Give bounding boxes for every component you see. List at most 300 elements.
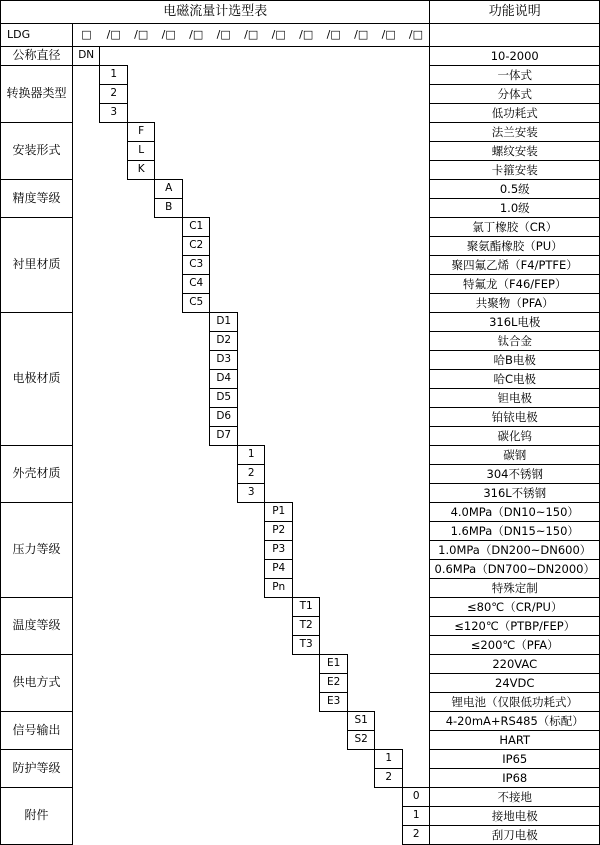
grid-cell — [210, 237, 238, 256]
grid-cell — [100, 522, 128, 541]
grid-cell — [72, 522, 100, 541]
grid-cell — [210, 218, 238, 237]
option-code[interactable]: S2 — [347, 731, 375, 750]
grid-cell — [347, 427, 375, 446]
grid-cell — [402, 389, 430, 408]
grid-cell — [347, 199, 375, 218]
grid-cell — [182, 446, 210, 465]
grid-cell — [347, 788, 375, 807]
grid-cell — [292, 408, 320, 427]
category-label: 转换器类型 — [1, 66, 73, 123]
grid-cell — [265, 294, 293, 313]
grid-cell — [237, 731, 265, 750]
grid-cell — [375, 199, 403, 218]
grid-cell — [182, 351, 210, 370]
grid-cell — [182, 617, 210, 636]
grid-cell — [210, 693, 238, 712]
option-code[interactable]: C5 — [182, 294, 210, 313]
table-row — [1, 180, 600, 199]
grid-cell — [320, 332, 348, 351]
option-code[interactable]: T1 — [292, 598, 320, 617]
grid-cell — [237, 826, 265, 845]
grid-cell — [375, 47, 403, 66]
grid-cell — [210, 161, 238, 180]
option-description: 共聚物（PFA） — [430, 294, 600, 313]
grid-cell — [127, 218, 155, 237]
option-description: ≤120℃（PTBP/FEP） — [430, 617, 600, 636]
model-code-cell: /□ — [375, 24, 403, 47]
option-description: 铂铱电极 — [430, 408, 600, 427]
grid-cell — [292, 218, 320, 237]
grid-cell — [237, 598, 265, 617]
grid-cell — [210, 180, 238, 199]
grid-cell — [182, 826, 210, 845]
grid-cell — [210, 522, 238, 541]
grid-cell — [265, 636, 293, 655]
grid-cell — [100, 180, 128, 199]
grid-cell — [265, 788, 293, 807]
option-code[interactable]: D6 — [210, 408, 238, 427]
grid-cell — [375, 693, 403, 712]
grid-cell — [72, 617, 100, 636]
grid-cell — [127, 351, 155, 370]
grid-cell — [265, 123, 293, 142]
option-code[interactable]: C4 — [182, 275, 210, 294]
grid-cell — [237, 370, 265, 389]
grid-cell — [402, 750, 430, 769]
option-code[interactable]: D1 — [210, 313, 238, 332]
grid-cell — [292, 503, 320, 522]
option-code[interactable]: C1 — [182, 218, 210, 237]
grid-cell — [375, 598, 403, 617]
option-description: 24VDC — [430, 674, 600, 693]
grid-cell — [402, 693, 430, 712]
grid-cell — [72, 218, 100, 237]
option-code[interactable]: 3 — [100, 104, 128, 123]
table-row — [1, 712, 600, 731]
grid-cell — [265, 769, 293, 788]
option-code[interactable]: 0 — [402, 788, 430, 807]
grid-cell — [320, 180, 348, 199]
option-code[interactable]: P1 — [265, 503, 293, 522]
option-code[interactable]: 1 — [402, 807, 430, 826]
grid-cell — [100, 427, 128, 446]
option-code[interactable]: 2 — [375, 769, 403, 788]
table-row — [1, 218, 600, 237]
grid-cell — [127, 750, 155, 769]
grid-cell — [320, 275, 348, 294]
grid-cell — [375, 484, 403, 503]
grid-cell — [72, 769, 100, 788]
option-description: HART — [430, 731, 600, 750]
grid-cell — [210, 560, 238, 579]
category-label: 外壳材质 — [1, 446, 73, 503]
grid-cell — [292, 275, 320, 294]
grid-cell — [72, 750, 100, 769]
grid-cell — [237, 503, 265, 522]
grid-cell — [155, 161, 183, 180]
grid-cell — [402, 484, 430, 503]
option-description: 碳钢 — [430, 446, 600, 465]
grid-cell — [320, 199, 348, 218]
option-code[interactable]: 2 — [402, 826, 430, 845]
grid-cell — [292, 484, 320, 503]
grid-cell — [100, 598, 128, 617]
grid-cell — [237, 636, 265, 655]
grid-cell — [127, 579, 155, 598]
grid-cell — [237, 351, 265, 370]
grid-cell — [347, 351, 375, 370]
option-description: 316L电极 — [430, 313, 600, 332]
grid-cell — [237, 332, 265, 351]
grid-cell — [155, 85, 183, 104]
grid-cell — [182, 712, 210, 731]
option-description: 0.6MPa（DN700~DN2000） — [430, 560, 600, 579]
option-description: 4-20mA+RS485（标配） — [430, 712, 600, 731]
grid-cell — [347, 446, 375, 465]
grid-cell — [127, 313, 155, 332]
grid-cell — [402, 313, 430, 332]
grid-cell — [320, 446, 348, 465]
grid-cell — [182, 85, 210, 104]
grid-cell — [182, 636, 210, 655]
grid-cell — [155, 712, 183, 731]
grid-cell — [72, 674, 100, 693]
grid-cell — [237, 769, 265, 788]
grid-cell — [265, 427, 293, 446]
option-description: 刮刀电极 — [430, 826, 600, 845]
option-code[interactable]: P4 — [265, 560, 293, 579]
grid-cell — [320, 826, 348, 845]
grid-cell — [155, 427, 183, 446]
grid-cell — [155, 351, 183, 370]
category-label: 精度等级 — [1, 180, 73, 218]
grid-cell — [265, 47, 293, 66]
grid-cell — [402, 237, 430, 256]
option-code[interactable]: K — [127, 161, 155, 180]
grid-cell — [182, 769, 210, 788]
option-code[interactable]: P3 — [265, 541, 293, 560]
option-code[interactable]: D4 — [210, 370, 238, 389]
grid-cell — [347, 484, 375, 503]
grid-cell — [292, 655, 320, 674]
grid-cell — [210, 503, 238, 522]
category-label: 压力等级 — [1, 503, 73, 598]
model-code-cell: /□ — [100, 24, 128, 47]
grid-cell — [237, 180, 265, 199]
grid-cell — [210, 275, 238, 294]
grid-cell — [127, 769, 155, 788]
grid-cell — [100, 788, 128, 807]
grid-cell — [375, 541, 403, 560]
grid-cell — [155, 218, 183, 237]
table-row — [1, 427, 600, 446]
grid-cell — [347, 123, 375, 142]
grid-cell — [72, 503, 100, 522]
grid-cell — [155, 294, 183, 313]
grid-cell — [100, 826, 128, 845]
grid-cell — [292, 370, 320, 389]
table-title: 电磁流量计选型表 — [1, 1, 430, 24]
grid-cell — [347, 47, 375, 66]
option-code[interactable]: 2 — [237, 465, 265, 484]
table-row — [1, 598, 600, 617]
grid-cell — [127, 560, 155, 579]
grid-cell — [210, 142, 238, 161]
grid-cell — [100, 199, 128, 218]
grid-cell — [265, 237, 293, 256]
grid-cell — [375, 522, 403, 541]
grid-cell — [127, 598, 155, 617]
grid-cell — [320, 256, 348, 275]
grid-cell — [72, 237, 100, 256]
grid-cell — [375, 389, 403, 408]
grid-cell — [155, 237, 183, 256]
option-code[interactable]: E2 — [320, 674, 348, 693]
option-code[interactable]: T2 — [292, 617, 320, 636]
grid-cell — [402, 218, 430, 237]
table-row — [1, 161, 600, 180]
grid-cell — [347, 693, 375, 712]
grid-cell — [72, 199, 100, 218]
grid-cell — [320, 465, 348, 484]
grid-cell — [127, 826, 155, 845]
grid-cell — [237, 66, 265, 85]
grid-cell — [320, 731, 348, 750]
option-code[interactable]: C2 — [182, 237, 210, 256]
grid-cell — [210, 636, 238, 655]
grid-cell — [347, 769, 375, 788]
table-row — [1, 142, 600, 161]
grid-cell — [375, 85, 403, 104]
grid-cell — [182, 123, 210, 142]
grid-cell — [292, 85, 320, 104]
grid-cell — [182, 465, 210, 484]
grid-cell — [155, 750, 183, 769]
grid-cell — [292, 674, 320, 693]
grid-cell — [292, 161, 320, 180]
grid-cell — [265, 655, 293, 674]
grid-cell — [72, 560, 100, 579]
grid-cell — [265, 712, 293, 731]
grid-cell — [375, 674, 403, 693]
grid-cell — [100, 484, 128, 503]
grid-cell — [155, 579, 183, 598]
grid-cell — [347, 750, 375, 769]
option-description: 4.0MPa（DN10~150） — [430, 503, 600, 522]
grid-cell — [182, 598, 210, 617]
option-code[interactable]: D3 — [210, 351, 238, 370]
grid-cell — [292, 560, 320, 579]
option-code[interactable]: 3 — [237, 484, 265, 503]
grid-cell — [237, 389, 265, 408]
option-description: 哈C电极 — [430, 370, 600, 389]
table-row — [1, 256, 600, 275]
category-label: 温度等级 — [1, 598, 73, 655]
grid-cell — [237, 788, 265, 807]
grid-cell — [127, 47, 155, 66]
grid-cell — [320, 598, 348, 617]
option-description: 螺纹安装 — [430, 142, 600, 161]
grid-cell — [375, 446, 403, 465]
category-label: 供电方式 — [1, 655, 73, 712]
grid-cell — [347, 674, 375, 693]
table-row — [1, 560, 600, 579]
grid-cell — [237, 161, 265, 180]
grid-cell — [155, 598, 183, 617]
grid-cell — [155, 142, 183, 161]
option-code[interactable]: 1 — [100, 66, 128, 85]
option-code[interactable]: D7 — [210, 427, 238, 446]
grid-cell — [237, 750, 265, 769]
option-description: IP65 — [430, 750, 600, 769]
option-code[interactable]: D5 — [210, 389, 238, 408]
grid-cell — [402, 199, 430, 218]
grid-cell — [100, 351, 128, 370]
grid-cell — [127, 85, 155, 104]
grid-cell — [72, 351, 100, 370]
grid-cell — [210, 712, 238, 731]
option-code[interactable]: 1 — [375, 750, 403, 769]
grid-cell — [72, 66, 100, 85]
grid-cell — [100, 712, 128, 731]
grid-cell — [292, 579, 320, 598]
grid-cell — [320, 560, 348, 579]
option-code[interactable]: T3 — [292, 636, 320, 655]
grid-cell — [320, 788, 348, 807]
grid-cell — [182, 750, 210, 769]
grid-cell — [127, 332, 155, 351]
grid-cell — [265, 66, 293, 85]
grid-cell — [127, 180, 155, 199]
grid-cell — [72, 256, 100, 275]
grid-cell — [210, 85, 238, 104]
grid-cell — [292, 465, 320, 484]
grid-cell — [320, 750, 348, 769]
table-row — [1, 826, 600, 845]
grid-cell — [182, 674, 210, 693]
grid-cell — [347, 294, 375, 313]
option-code[interactable]: 2 — [100, 85, 128, 104]
grid-cell — [100, 693, 128, 712]
option-code[interactable]: B — [155, 199, 183, 218]
grid-cell — [347, 560, 375, 579]
option-description: 10-2000 — [430, 47, 600, 66]
grid-cell — [155, 66, 183, 85]
grid-cell — [182, 579, 210, 598]
grid-cell — [127, 636, 155, 655]
option-description: 聚四氟乙烯（F4/PTFE） — [430, 256, 600, 275]
option-description: 316L不锈钢 — [430, 484, 600, 503]
grid-cell — [347, 826, 375, 845]
grid-cell — [265, 446, 293, 465]
grid-cell — [210, 294, 238, 313]
grid-cell — [402, 522, 430, 541]
grid-cell — [72, 370, 100, 389]
grid-cell — [402, 275, 430, 294]
option-code[interactable]: 1 — [237, 446, 265, 465]
grid-cell — [402, 560, 430, 579]
option-code[interactable]: L — [127, 142, 155, 161]
grid-cell — [127, 655, 155, 674]
grid-cell — [347, 275, 375, 294]
grid-cell — [292, 807, 320, 826]
grid-cell — [320, 484, 348, 503]
grid-cell — [402, 617, 430, 636]
grid-cell — [72, 731, 100, 750]
grid-cell — [402, 465, 430, 484]
grid-cell — [237, 218, 265, 237]
grid-cell — [127, 256, 155, 275]
grid-cell — [182, 370, 210, 389]
option-description: 低功耗式 — [430, 104, 600, 123]
grid-cell — [72, 104, 100, 123]
grid-cell — [72, 636, 100, 655]
grid-cell — [127, 199, 155, 218]
grid-cell — [375, 256, 403, 275]
grid-cell — [402, 712, 430, 731]
option-code[interactable]: DN — [72, 47, 100, 66]
grid-cell — [320, 427, 348, 446]
grid-cell — [100, 408, 128, 427]
grid-cell — [375, 503, 403, 522]
option-code[interactable]: F — [127, 123, 155, 142]
grid-cell — [72, 465, 100, 484]
grid-cell — [100, 731, 128, 750]
option-code[interactable]: A — [155, 180, 183, 199]
grid-cell — [237, 807, 265, 826]
grid-cell — [237, 313, 265, 332]
grid-cell — [182, 161, 210, 180]
option-code[interactable]: E1 — [320, 655, 348, 674]
option-code[interactable]: S1 — [347, 712, 375, 731]
grid-cell — [375, 218, 403, 237]
option-description: 220VAC — [430, 655, 600, 674]
grid-cell — [72, 807, 100, 826]
option-code[interactable]: E3 — [320, 693, 348, 712]
grid-cell — [72, 142, 100, 161]
grid-cell — [292, 351, 320, 370]
grid-cell — [402, 446, 430, 465]
grid-cell — [402, 598, 430, 617]
grid-cell — [155, 313, 183, 332]
option-code[interactable]: D2 — [210, 332, 238, 351]
grid-cell — [182, 199, 210, 218]
grid-cell — [375, 332, 403, 351]
grid-cell — [320, 712, 348, 731]
grid-cell — [347, 104, 375, 123]
grid-cell — [265, 674, 293, 693]
table-row — [1, 579, 600, 598]
grid-cell — [100, 446, 128, 465]
grid-cell — [402, 256, 430, 275]
table-row — [1, 674, 600, 693]
grid-cell — [127, 237, 155, 256]
grid-cell — [237, 522, 265, 541]
option-code[interactable]: Pn — [265, 579, 293, 598]
option-code[interactable]: C3 — [182, 256, 210, 275]
grid-cell — [347, 655, 375, 674]
option-code[interactable]: P2 — [265, 522, 293, 541]
grid-cell — [155, 332, 183, 351]
grid-cell — [347, 541, 375, 560]
grid-cell — [320, 104, 348, 123]
grid-cell — [100, 237, 128, 256]
grid-cell — [155, 617, 183, 636]
grid-cell — [320, 351, 348, 370]
model-code-cell: /□ — [237, 24, 265, 47]
grid-cell — [292, 199, 320, 218]
